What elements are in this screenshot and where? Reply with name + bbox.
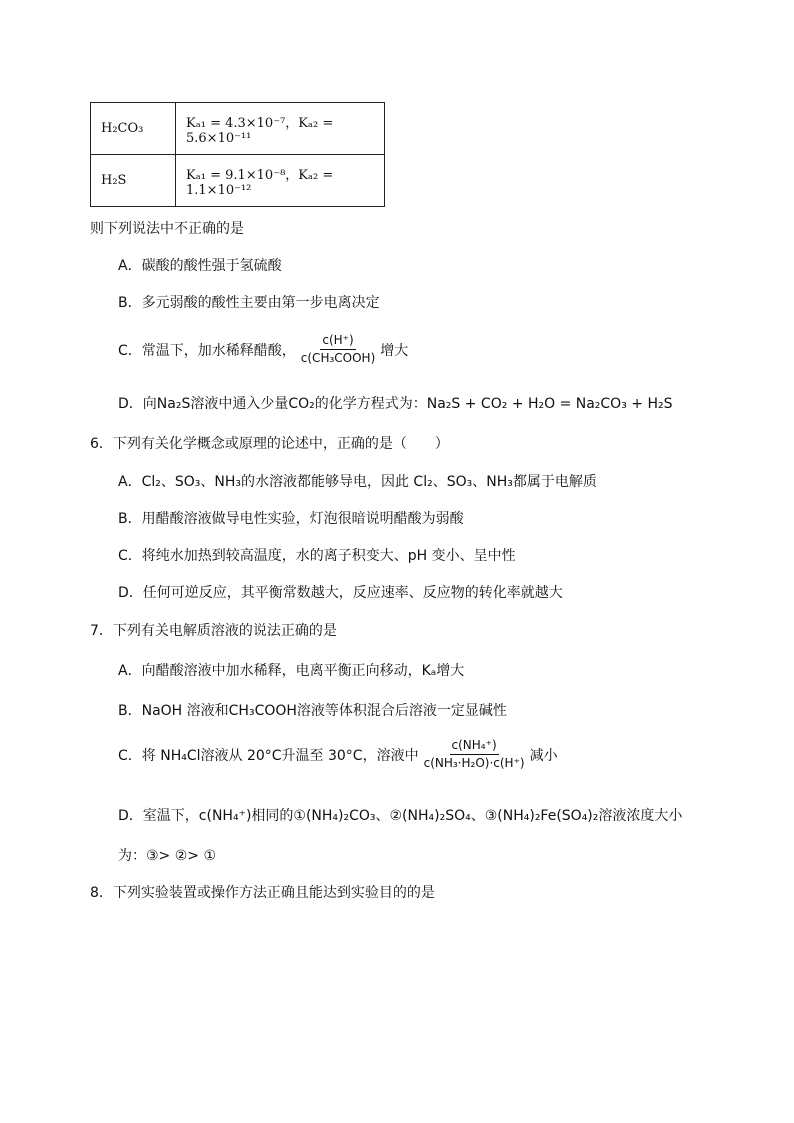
- q5-option-b: B．多元弱酸的酸性主要由第一步电离决定: [118, 295, 380, 311]
- q7-option-a: A．向醋酸溶液中加水稀释，电离平衡正向移动，Kₐ增大: [118, 663, 465, 679]
- q7-option-c: [118, 738, 558, 771]
- q5-option-d: D．向Na₂S溶液中通入少量CO₂的化学方程式为：Na₂S + CO₂ + H₂O = Na₂CO₃ + H₂S: [118, 396, 673, 412]
- q5-option-c: [118, 333, 408, 366]
- q5-stem: 则下列说法中不正确的是: [90, 221, 244, 237]
- q5-fraction-denominator: c(CH₃COOH): [300, 351, 376, 365]
- q7-option-d-cont: 为：③> ②> ①: [118, 848, 217, 864]
- acid-cell: H₂S: [91, 155, 176, 207]
- q7-fraction-numerator: c(NH₄⁺): [450, 738, 499, 755]
- q7-option-b: B．NaOH 溶液和CH₃COOH溶液等体积混合后溶液一定显碱性: [118, 703, 507, 719]
- q5-option-a: A．碳酸的酸性强于氢硫酸: [118, 258, 282, 274]
- acid-cell: H₂CO₃: [91, 103, 176, 155]
- ka-cell: Kₐ₁ = 4.3×10⁻⁷，Kₐ₂ = 5.6×10⁻¹¹: [176, 103, 385, 155]
- q7-stem: 7．下列有关电解质溶液的说法正确的是: [90, 623, 337, 639]
- q6-option-a: A．Cl₂、SO₃、NH₃的水溶液都能够导电，因此 Cl₂、SO₃、NH₃都属于电解质: [118, 474, 597, 490]
- q5-option-c-suffix: 增大: [380, 342, 409, 359]
- q5-option-c-text: C．常温下，加水稀释醋酸，: [118, 342, 296, 359]
- ka-table: [90, 102, 385, 207]
- q8-stem: 8．下列实验装置或操作方法正确且能达到实验目的的是: [90, 885, 435, 901]
- q7-option-c-suffix: 减小: [529, 747, 558, 764]
- q7-fraction-denominator: c(NH₃·H₂O)·c(H⁺): [423, 756, 525, 770]
- q5-fraction: [299, 333, 377, 366]
- table-row: [91, 155, 385, 207]
- q6-stem: 6．下列有关化学概念或原理的论述中，正确的是（ ）: [90, 436, 449, 452]
- q6-option-d: D．任何可逆反应，其平衡常数越大，反应速率、反应物的转化率就越大: [118, 585, 563, 601]
- q7-fraction: [422, 738, 527, 771]
- q7-option-d: D．室温下，c(NH₄⁺)相同的①(NH₄)₂CO₃、②(NH₄)₂SO₄、③(NH₄)₂Fe(SO₄)₂溶液浓度大小: [118, 808, 683, 824]
- q6-option-b: B．用醋酸溶液做导电性实验，灯泡很暗说明醋酸为弱酸: [118, 511, 464, 527]
- q6-option-c: C．将纯水加热到较高温度，水的离子积变大、pH 变小、呈中性: [118, 548, 516, 564]
- q5-fraction-numerator: c(H⁺): [320, 333, 355, 350]
- q7-option-c-text: C．将 NH₄Cl溶液从 20°C升温至 30°C，溶液中: [118, 747, 419, 764]
- ka-cell: Kₐ₁ = 9.1×10⁻⁸，Kₐ₂ = 1.1×10⁻¹²: [176, 155, 385, 207]
- table-row: [91, 103, 385, 155]
